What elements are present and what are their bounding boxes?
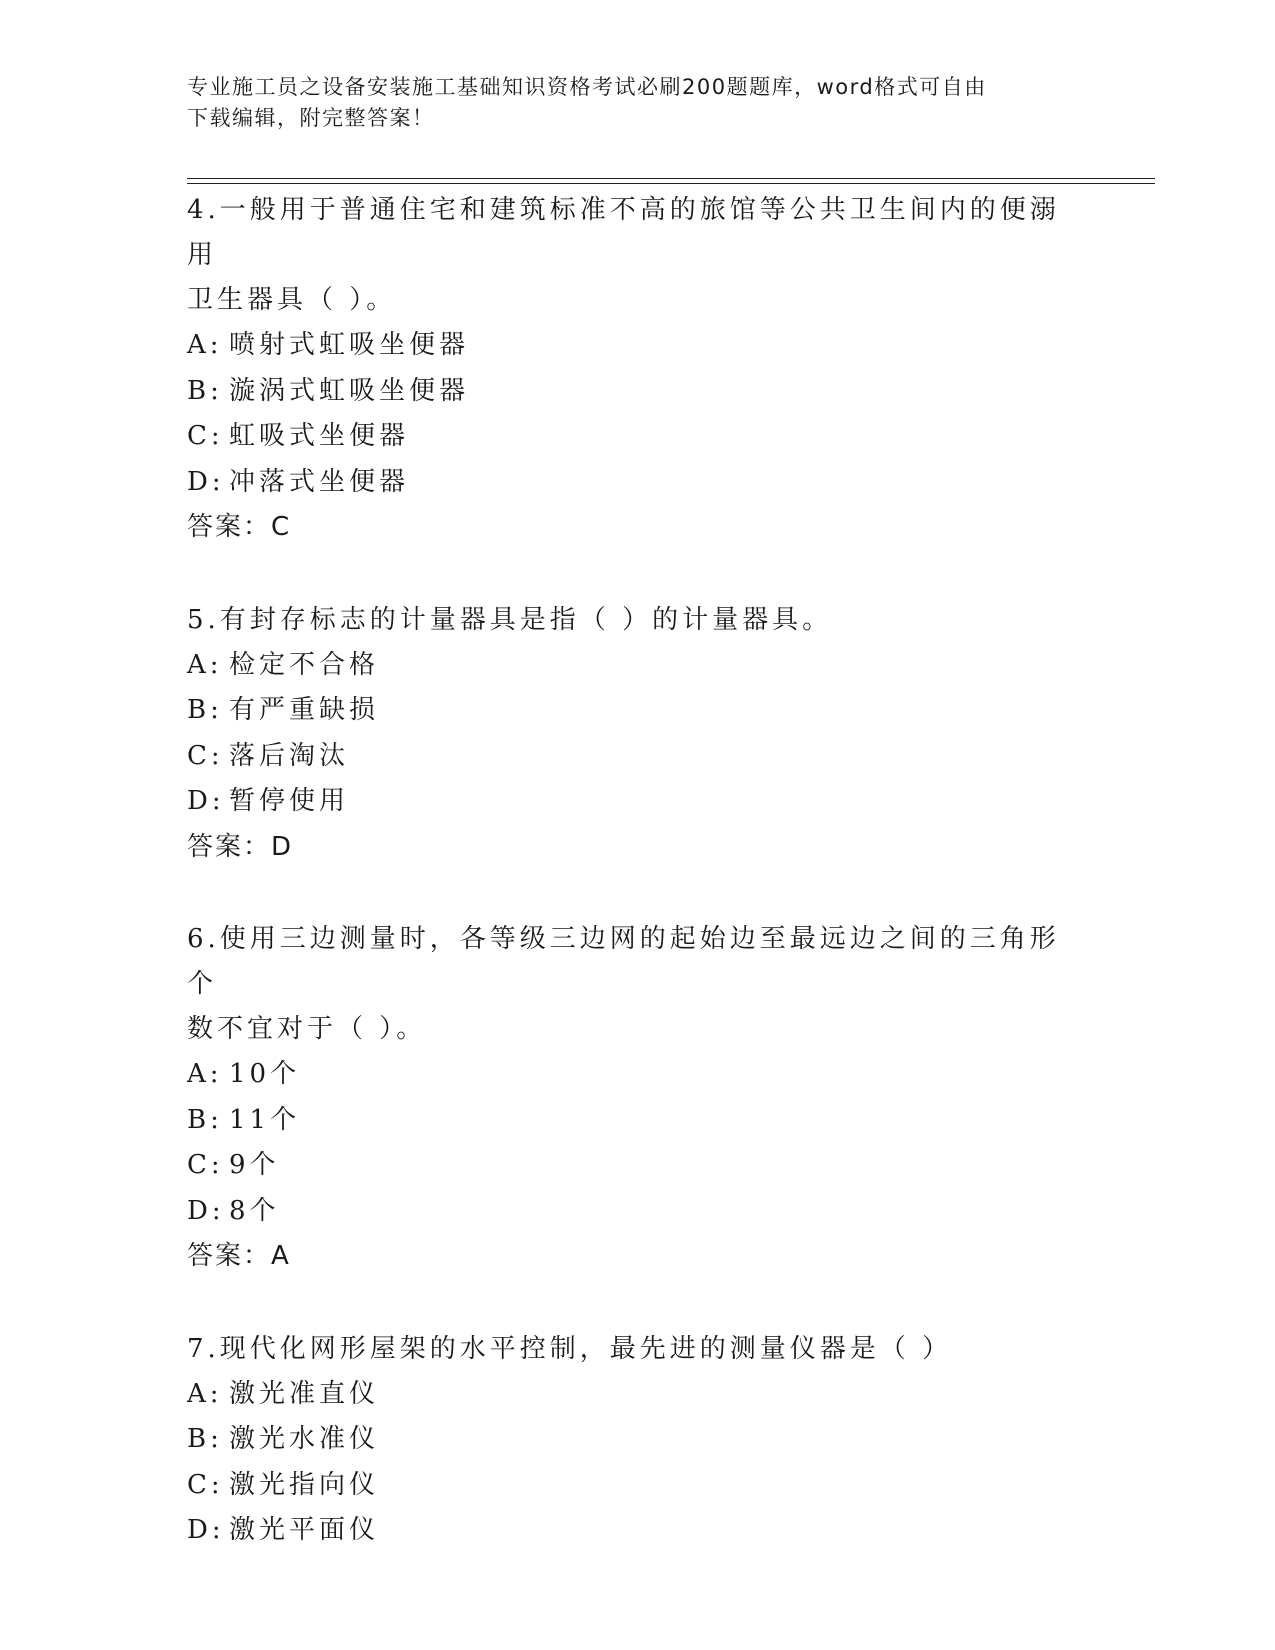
option-letter: A: [187,649,223,680]
header-line-2: 下载编辑，附完整答案！ [187,106,435,130]
option-letter: C: [187,1469,224,1500]
option-a [187,1052,1087,1098]
option-letter: A: [187,1059,223,1089]
option-text: 9个 [229,1150,280,1180]
question-list [187,188,1087,1554]
option-letter: B: [187,1424,223,1454]
answer-line: 答案：A [187,1241,291,1271]
option-letter: B: [187,695,223,725]
option-text: 10个 [229,1059,301,1089]
option-text: 激光准直仪 [229,1378,380,1409]
header-divider-top [187,178,1155,179]
option-text: 冲落式坐便器 [229,466,410,497]
question-spacer [187,870,1087,917]
option-a [187,323,1087,369]
option-text: 激光指向仪 [229,1469,380,1500]
option-letter: A: [187,330,223,360]
question-item [187,1327,1087,1554]
option-d [187,1189,1087,1235]
option-a [187,1372,1087,1418]
option-d [187,1508,1087,1554]
option-text: 喷射式虹吸坐便器 [229,330,470,360]
question-text-line: 4.一般用于普通住宅和建筑标准不高的旅馆等公共卫生间内的便溺用 [187,195,1060,270]
option-text: 激光水准仪 [229,1424,380,1454]
option-letter: A: [187,1378,223,1409]
option-letter: D: [187,1515,225,1545]
question-text-line: 数不宜对于（ ）。 [187,1014,427,1044]
option-letter: B: [187,375,223,406]
option-text: 激光平面仪 [229,1515,380,1545]
option-b [187,1098,1087,1144]
option-d [187,779,1087,825]
option-c [187,1463,1087,1509]
option-letter: C: [187,421,224,451]
option-text: 落后淘汰 [229,740,350,771]
question-text-line: 卫生器具（ ）。 [187,285,397,315]
header-line-1: 专业施工员之设备安装施工基础知识资格考试必刷200题题库，word格式可自由 [187,75,987,99]
question-text-line: 7.现代化网形屋架的水平控制，最先进的测量仪器是（ ） [187,1333,953,1364]
option-letter: D: [187,1195,225,1226]
option-letter: D: [187,786,225,816]
header-divider-bottom [187,183,1155,184]
question-spacer [187,551,1087,598]
answer-line: 答案：D [187,831,294,862]
option-text: 虹吸式坐便器 [229,421,410,451]
option-b [187,688,1087,734]
option-c [187,414,1087,460]
question-item [187,598,1087,871]
option-letter: B: [187,1104,223,1135]
option-text: 暂停使用 [229,786,350,816]
option-letter: C: [187,1150,224,1180]
option-letter: D: [187,466,225,497]
option-a [187,643,1087,689]
answer-line: 答案：C [187,512,292,542]
option-text: 检定不合格 [229,649,380,680]
question-spacer [187,1280,1087,1327]
question-item [187,188,1087,551]
option-text: 有严重缺损 [229,695,380,725]
option-text: 漩涡式虹吸坐便器 [229,375,470,406]
option-c [187,734,1087,780]
option-text: 11个 [229,1104,301,1135]
option-b [187,369,1087,415]
option-letter: C: [187,740,224,771]
question-text-line: 6.使用三边测量时，各等级三边网的起始边至最远边之间的三角形个 [187,924,1060,999]
option-b [187,1417,1087,1463]
option-text: 8个 [229,1195,280,1226]
document-header [187,72,1087,134]
option-d [187,460,1087,506]
question-text-line: 5.有封存标志的计量器具是指（ ）的计量器具。 [187,604,833,635]
option-c [187,1143,1087,1189]
question-item [187,917,1087,1280]
